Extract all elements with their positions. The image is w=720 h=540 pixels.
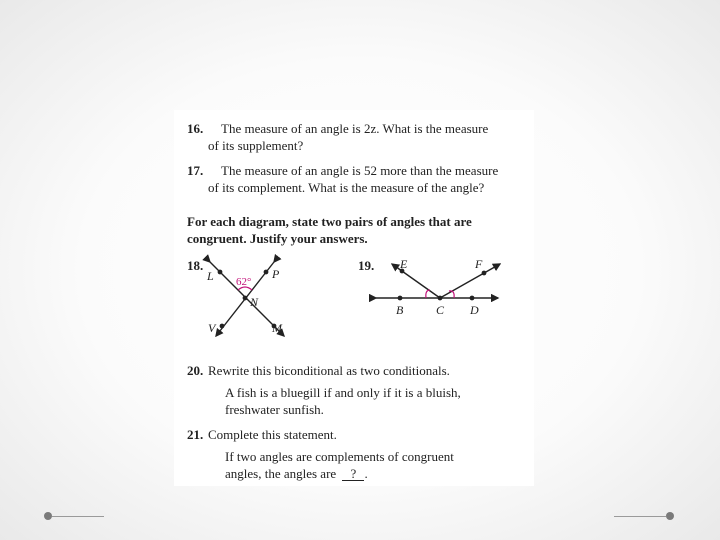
slide-rule-left (52, 516, 104, 517)
point-d (470, 296, 475, 301)
problem-number: 17. (187, 163, 204, 178)
instruction-line: For each diagram, state two pairs of angles that are (187, 214, 472, 229)
label-m: M (272, 321, 282, 335)
problem-line: of its supplement? (208, 138, 304, 153)
problem-line: of its complement. What is the measure of the angle? (208, 180, 485, 195)
problem-21-statement: If two angles are complements of congruent (225, 449, 454, 464)
diagram-19 (372, 258, 512, 318)
label-v: V (208, 321, 216, 335)
worksheet-image (174, 110, 534, 486)
statement-period: . (364, 466, 368, 481)
label-b: B (396, 303, 404, 317)
label-c: C (436, 303, 445, 317)
problem-20 (187, 362, 532, 382)
problem-number-18: 18. (187, 258, 204, 273)
slide-bullet-right (666, 512, 674, 520)
problem-16 (187, 120, 532, 154)
statement-text: angles, the angles are (225, 466, 337, 481)
point-c (438, 296, 443, 301)
problem-line: The measure of an angle is 52 more than the measure (221, 163, 499, 178)
problem-20-statement: freshwater sunfish. (225, 402, 324, 417)
slide-bullet-left (44, 512, 52, 520)
label-d: D (470, 303, 479, 317)
angle-62-label: 62° (236, 276, 252, 288)
problem-21-statement-end (225, 465, 368, 482)
slide-rule-right (614, 516, 666, 517)
label-e: E (400, 257, 408, 271)
problem-number: 16. (187, 121, 204, 136)
problem-17 (187, 162, 532, 196)
problem-21 (187, 426, 532, 446)
label-f: F (475, 257, 483, 271)
point-l (218, 270, 223, 275)
point-f (482, 271, 487, 276)
problem-text: Rewrite this biconditional as two conditionals. (208, 363, 450, 378)
problem-20-statement: A fish is a bluegill if and only if it is a bluish, (225, 385, 461, 400)
point-p (264, 270, 269, 275)
ray-cf (440, 264, 500, 298)
problem-number: 20. (187, 363, 204, 378)
problem-line: The measure of an angle is 2z. What is the measure (221, 121, 489, 136)
answer-blank: ? (342, 467, 364, 481)
label-p: P (272, 267, 280, 281)
label-l: L (207, 269, 214, 283)
label-n: N (250, 295, 259, 309)
point-v (220, 324, 225, 329)
problem-number-19: 19. (358, 258, 375, 273)
point-b (398, 296, 403, 301)
diagram-18 (200, 256, 320, 346)
point-n (243, 296, 248, 301)
problem-number: 21. (187, 427, 204, 442)
problem-text: Complete this statement. (208, 427, 337, 442)
instruction-line: congruent. Justify your answers. (187, 231, 368, 246)
